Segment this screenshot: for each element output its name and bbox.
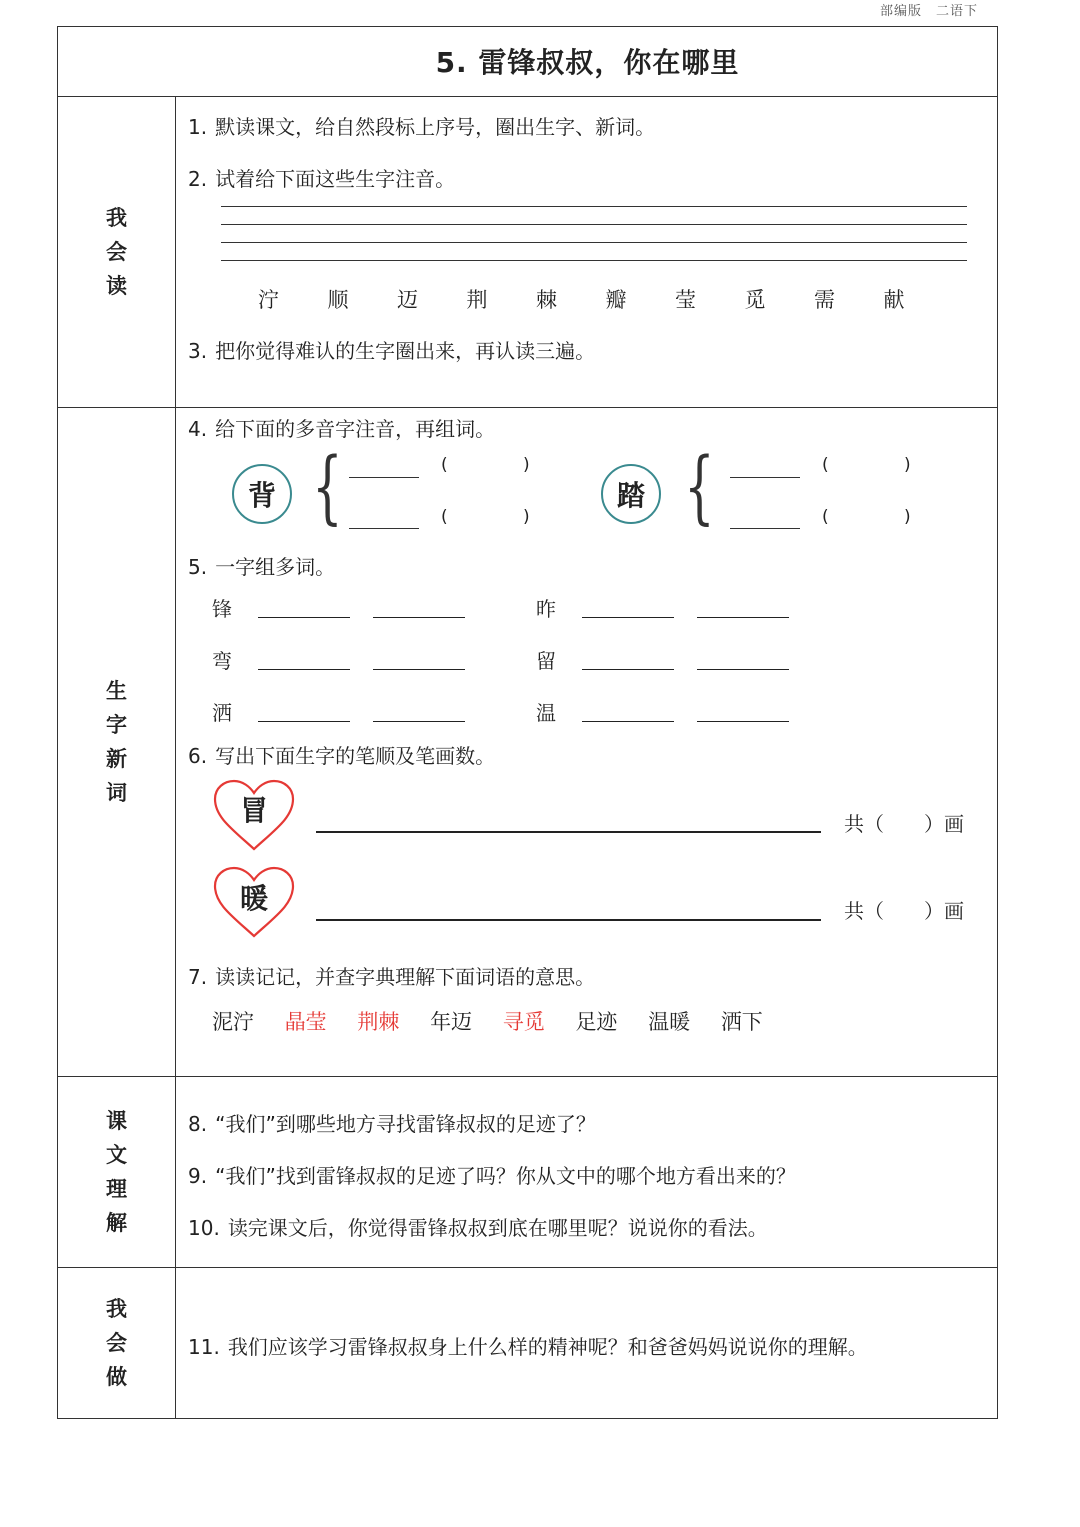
stroke-order-line[interactable] — [316, 831, 821, 833]
stroke-order-char: 暖 — [239, 882, 268, 915]
pinyin-blank[interactable] — [349, 477, 419, 478]
word-blank[interactable] — [697, 721, 789, 722]
worksheet-table — [57, 26, 998, 1419]
question-number: 11. — [188, 1335, 220, 1359]
compound-char: 留 — [536, 649, 556, 673]
label-char: 会 — [106, 1330, 127, 1355]
word-blank[interactable] — [697, 669, 789, 670]
divider — [58, 1076, 997, 1077]
divider — [58, 1267, 997, 1268]
word-blank[interactable] — [373, 721, 465, 722]
word-paren-close: ) — [523, 507, 530, 527]
divider — [58, 96, 997, 97]
label-char: 我 — [106, 205, 127, 230]
question-number: 7. — [188, 965, 208, 989]
question-3 — [188, 335, 595, 364]
stroke-order-line[interactable] — [316, 919, 821, 921]
question-11 — [188, 1331, 868, 1360]
label-char: 我 — [106, 1296, 127, 1321]
word-paren-close: ) — [523, 455, 530, 475]
word-blank[interactable] — [258, 721, 350, 722]
question-10 — [188, 1212, 768, 1241]
word-blank[interactable] — [373, 617, 465, 618]
pinyin-char: 莹 — [675, 288, 696, 312]
brace-icon: { — [312, 440, 343, 533]
word-paren-close: ) — [904, 455, 911, 475]
question-number: 9. — [188, 1164, 208, 1188]
pinyin-char: 顺 — [327, 288, 349, 312]
compound-char: 温 — [536, 701, 556, 725]
stroke-count-label: 共（ ）画 — [844, 812, 964, 836]
vocab-word: 年迈 — [430, 1010, 473, 1034]
polyphone-char-circle: 踏 — [601, 464, 661, 524]
question-text: 写出下面生字的笔顺及笔画数。 — [215, 744, 496, 768]
question-text: 一字组多词。 — [215, 555, 336, 579]
question-4 — [188, 413, 495, 442]
word-paren-open: ( — [441, 507, 448, 527]
pinyin-char: 棘 — [536, 288, 557, 312]
vocab-word-highlight: 荆棘 — [357, 1010, 400, 1034]
word-blank[interactable] — [697, 617, 789, 618]
question-8 — [188, 1108, 596, 1137]
label-char: 会 — [106, 239, 127, 264]
word-paren-open: ( — [822, 455, 829, 475]
pinyin-writing-lines[interactable] — [221, 206, 967, 278]
question-text: 我们应该学习雷锋叔叔身上什么样的精神呢？和爸爸妈妈说说你的理解。 — [227, 1335, 868, 1359]
divider — [58, 407, 997, 408]
page-title: 5. 雷锋叔叔，你在哪里 — [435, 46, 740, 79]
question-9 — [188, 1160, 796, 1189]
question-text: 读完课文后，你觉得雷锋叔叔到底在哪里呢？说说你的看法。 — [227, 1216, 768, 1240]
pinyin-char-row — [258, 284, 953, 314]
question-text: 默读课文，给自然段标上序号，圈出生字、新词。 — [215, 115, 656, 139]
stroke-count-label: 共（ ）画 — [844, 899, 964, 923]
question-number: 4. — [188, 417, 208, 441]
pinyin-char: 需 — [814, 288, 835, 312]
vocab-word-highlight: 晶莹 — [284, 1010, 327, 1034]
question-text: 给下面的多音字注音，再组词。 — [215, 417, 496, 441]
label-char: 文 — [106, 1142, 127, 1167]
question-number: 3. — [188, 339, 208, 363]
label-char: 生 — [106, 678, 127, 703]
section-label-words — [58, 407, 175, 1076]
pinyin-char: 瓣 — [605, 288, 627, 312]
question-text: 试着给下面这些生字注音。 — [215, 167, 456, 191]
word-blank[interactable] — [258, 669, 350, 670]
question-6 — [188, 740, 495, 769]
section-label-do — [58, 1267, 175, 1418]
vocab-word: 泥泞 — [212, 1010, 254, 1034]
question-number: 2. — [188, 167, 208, 191]
compound-char: 昨 — [536, 597, 556, 621]
edition-label: 部编版 二语下 — [880, 4, 979, 19]
question-5 — [188, 551, 335, 580]
question-1 — [188, 111, 655, 140]
word-paren-close: ) — [904, 507, 911, 527]
label-char: 理 — [106, 1176, 127, 1201]
vocab-word: 足迹 — [575, 1010, 618, 1034]
section-label-understand — [58, 1076, 175, 1267]
pinyin-char: 献 — [883, 288, 905, 312]
pinyin-line — [221, 260, 967, 261]
pinyin-char: 荆 — [466, 288, 488, 312]
label-char: 课 — [106, 1108, 127, 1133]
pinyin-line — [221, 206, 967, 207]
pinyin-blank[interactable] — [730, 477, 800, 478]
question-7 — [188, 961, 595, 990]
word-blank[interactable] — [582, 721, 674, 722]
label-char: 新 — [106, 746, 127, 771]
brace-icon: { — [684, 440, 715, 533]
question-text: “我们”找到雷锋叔叔的足迹了吗？你从文中的哪个地方看出来的？ — [215, 1164, 796, 1188]
polyphone-char-circle: 背 — [232, 464, 292, 524]
pinyin-line — [221, 242, 967, 243]
pinyin-line — [221, 224, 967, 225]
pinyin-char: 迈 — [397, 288, 418, 312]
compound-char: 弯 — [212, 649, 232, 673]
label-char: 做 — [106, 1364, 127, 1389]
pinyin-char: 泞 — [258, 288, 279, 312]
question-number: 10. — [188, 1216, 220, 1240]
question-text: “我们”到哪些地方寻找雷锋叔叔的足迹了？ — [215, 1112, 596, 1136]
vocab-word: 温暖 — [648, 1010, 691, 1034]
word-paren-open: ( — [822, 507, 829, 527]
vocab-word-highlight: 寻觅 — [502, 1010, 545, 1034]
word-blank[interactable] — [258, 617, 350, 618]
compound-char: 锋 — [212, 597, 232, 621]
stroke-order-char: 冒 — [239, 794, 268, 827]
question-number: 5. — [188, 555, 208, 579]
column-divider — [175, 96, 176, 1418]
compound-char: 洒 — [212, 701, 232, 725]
vocab-word: 洒下 — [720, 1010, 763, 1034]
label-char: 读 — [106, 273, 127, 298]
pinyin-blank[interactable] — [730, 528, 800, 529]
label-char: 解 — [106, 1210, 127, 1235]
word-blank[interactable] — [582, 617, 674, 618]
pinyin-blank[interactable] — [349, 528, 419, 529]
section-label-read — [58, 96, 175, 407]
pinyin-char: 觅 — [744, 288, 766, 312]
question-number: 6. — [188, 744, 208, 768]
question-text: 读读记记，并查字典理解下面词语的意思。 — [215, 965, 596, 989]
word-paren-open: ( — [441, 455, 448, 475]
question-number: 8. — [188, 1112, 208, 1136]
question-text: 把你觉得难认的生字圈出来，再认读三遍。 — [215, 339, 596, 363]
question-number: 1. — [188, 115, 208, 139]
word-blank[interactable] — [582, 669, 674, 670]
word-blank[interactable] — [373, 669, 465, 670]
question-2 — [188, 163, 455, 192]
label-char: 字 — [106, 712, 127, 737]
vocab-list — [212, 1006, 787, 1036]
label-char: 词 — [106, 780, 127, 805]
